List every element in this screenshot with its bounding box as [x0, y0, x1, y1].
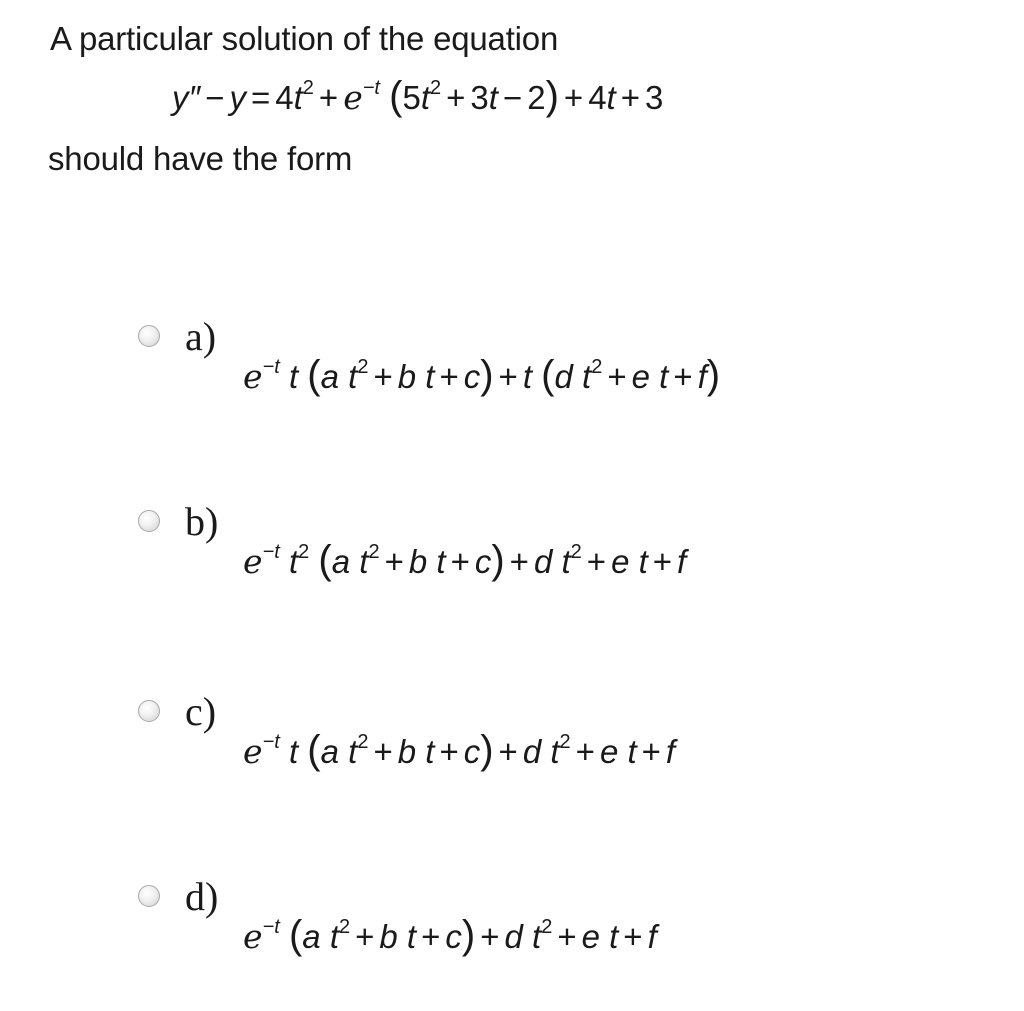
option-d[interactable]	[0, 875, 1024, 995]
option-b-math: $e^{-t}$ $t^2$ (a $t^2 + b$ t + c) + d $t^2 + e$ t + f	[243, 538, 687, 582]
option-b-label: b)	[185, 499, 219, 544]
option-d-math: $e^{-t}$ (a $t^2 + b$ t + c) + d $t^2 + e$ t + f	[243, 913, 657, 957]
option-c[interactable]	[0, 690, 1024, 810]
radio-button-b[interactable]	[138, 510, 160, 532]
question-outro: should have the form	[48, 140, 353, 177]
radio-button-c[interactable]	[138, 700, 160, 722]
radio-button-a[interactable]	[138, 325, 160, 347]
option-a[interactable]	[0, 315, 1024, 435]
option-c-math: $e^{-t}$ t (a $t^2 + b$ t + c) + d $t^2 + e$ t + f	[243, 728, 676, 772]
option-a-label: a)	[185, 314, 217, 359]
radio-button-d[interactable]	[138, 885, 160, 907]
option-c-label: c)	[185, 689, 217, 734]
option-d-label: d)	[185, 874, 219, 919]
option-a-math: $e^{-t}$ t (a $t^2 + b$ t + c) + t (d $t^2 + e$ t + f)	[243, 353, 721, 397]
question-intro: A particular solution of the equation	[50, 20, 559, 57]
question-equation: $y'' - y = 4t^2 + e^{-t}$ $(5t^2 + 3t - 2) + 4t + 3$	[172, 74, 664, 118]
option-b[interactable]	[0, 500, 1024, 620]
